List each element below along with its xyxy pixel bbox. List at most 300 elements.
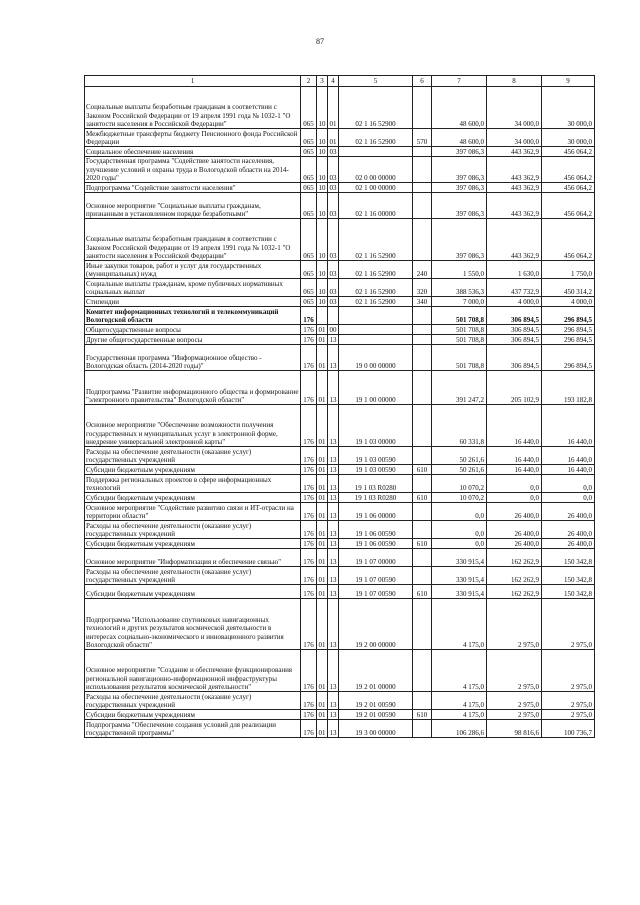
subsection-code-cell: 03 — [328, 193, 339, 219]
section-code-cell: 10 — [317, 279, 328, 297]
subsection-code-cell: 03 — [329, 147, 337, 156]
target-article-cell: 19 1 06 00000 — [339, 503, 413, 521]
amount-year3-cell: 16 440,0 — [542, 447, 595, 465]
subsection-code-cell: 13 — [329, 493, 337, 502]
amount-year1-cell: 50 261,6 — [432, 447, 487, 465]
table-row — [85, 183, 595, 193]
subsection-code-cell: 03 — [328, 157, 339, 183]
section-code-cell: 10 — [317, 261, 328, 279]
amount-year2-cell: 306 894,5 — [487, 307, 542, 325]
target-article-cell: 19 1 07 00000 — [339, 549, 413, 567]
admin-code-cell: 065 — [301, 297, 317, 307]
header-cell-1: 1 — [85, 76, 301, 87]
target-article-cell: 19 1 07 00590 — [339, 567, 413, 585]
item-name-cell: Подпрограмма "Содействие занятости населения" — [85, 183, 301, 193]
amount-year2-cell: 98 816,6 — [487, 720, 542, 738]
expense-type-cell: 570 — [413, 129, 432, 147]
subsection-code-cell: 13 — [328, 650, 339, 692]
amount-year3-cell: 26 400,0 — [542, 503, 595, 521]
expense-type-cell — [413, 183, 432, 193]
page-number: 87 — [316, 37, 324, 46]
amount-year2-cell: 1 630,0 — [487, 261, 542, 279]
subsection-code-cell: 01 — [328, 129, 339, 147]
subsection-code-cell: 13 — [328, 585, 339, 599]
amount-year1-cell: 397 086,3 — [432, 219, 487, 261]
amount-year1-cell: 1 550,0 — [432, 261, 487, 279]
admin-code-cell: 176 — [301, 585, 317, 599]
section-code-cell: 01 — [318, 335, 326, 344]
amount-year1-cell: 4 175,0 — [432, 710, 487, 720]
amount-year2-cell: 205 102,9 — [487, 371, 542, 405]
table-row — [85, 650, 595, 692]
target-article-cell: 19 1 03 00590 — [339, 447, 413, 465]
item-name-cell: Государственная программа "Содействие занятости населения, улучшение условий и охраны труда в Вологодской области на 2014-2020 годы" — [85, 157, 301, 183]
section-code-cell: 01 — [317, 599, 328, 650]
target-article-cell: 19 1 06 00590 — [339, 521, 413, 539]
amount-year2-cell: 34 000,0 — [487, 87, 542, 129]
subsection-code-cell: 13 — [329, 710, 337, 719]
item-name-cell: Подпрограмма "Использование спутниковых навигационных технологий и других результатов космической деятельности в интересах социально-экономического и инновационного развития Вологодской области" — [85, 599, 301, 650]
amount-year1-cell: 4 175,0 — [432, 692, 487, 710]
amount-year2-cell: 443 362,9 — [487, 183, 542, 193]
admin-code-cell: 176 — [301, 521, 317, 539]
section-code-cell: 01 — [317, 521, 328, 539]
admin-code-cell: 065 — [301, 147, 317, 157]
admin-code-cell: 065 — [301, 129, 317, 147]
admin-code-cell: 065 — [301, 183, 317, 193]
amount-year2-cell: 26 400,0 — [487, 521, 542, 539]
section-code-cell: 01 — [317, 650, 328, 692]
amount-year3-cell: 296 894,5 — [542, 307, 595, 325]
target-article-cell: 19 0 00 00000 — [339, 345, 413, 371]
section-code-cell: 01 — [318, 539, 326, 548]
section-code-cell: 10 — [318, 297, 326, 306]
amount-year2-cell: 26 400,0 — [487, 503, 542, 521]
item-name-cell: Подпрограмма "Развитие информационного общества и формирование "электронного правительства" Вологодской области" — [85, 371, 301, 405]
admin-code-cell: 065 — [301, 279, 317, 297]
table-row — [85, 193, 595, 219]
expense-type-cell — [413, 307, 432, 325]
expense-type-cell — [413, 219, 432, 261]
section-code-cell: 01 — [317, 447, 328, 465]
table-row — [85, 720, 595, 738]
amount-year3-cell: 0,0 — [542, 493, 595, 503]
header-row — [85, 76, 595, 87]
target-article-cell — [339, 147, 413, 157]
admin-code-cell: 176 — [301, 345, 317, 371]
target-article-cell: 02 1 16 52900 — [339, 297, 413, 307]
section-code-cell: 01 — [317, 549, 328, 567]
subsection-code-cell: 13 — [328, 447, 339, 465]
admin-code-cell: 176 — [301, 335, 317, 345]
expense-type-cell — [413, 147, 432, 157]
target-article-cell: 19 2 00 00000 — [339, 599, 413, 650]
amount-year1-cell: 397 086,3 — [432, 147, 487, 157]
target-article-cell: 02 1 00 00000 — [339, 183, 413, 193]
amount-year1-cell: 330 915,4 — [432, 567, 487, 585]
item-name-cell: Межбюджетные трансферты бюджету Пенсионного фонда Российской Федерации — [85, 129, 301, 147]
header-cell-3: 3 — [317, 76, 328, 87]
expense-type-cell — [413, 599, 432, 650]
amount-year2-cell: 443 362,9 — [487, 219, 542, 261]
table-row — [85, 157, 595, 183]
amount-year1-cell: 7 000,0 — [432, 297, 487, 307]
amount-year1-cell: 397 086,3 — [432, 157, 487, 183]
admin-code-cell: 065 — [301, 157, 317, 183]
item-name-cell: Субсидии бюджетным учреждениям — [85, 585, 301, 599]
table-row — [85, 279, 595, 297]
amount-year2-cell: 0,0 — [487, 475, 542, 493]
expense-type-cell — [413, 692, 432, 710]
amount-year2-cell: 443 362,9 — [487, 157, 542, 183]
item-name-cell: Государственная программа "Информационное общество - Вологодская область (2014-2020 годы)" — [85, 345, 301, 371]
amount-year2-cell: 162 262,9 — [487, 549, 542, 567]
table-row — [85, 475, 595, 493]
amount-year3-cell: 150 342,8 — [542, 585, 595, 599]
expense-type-cell: 610 — [413, 493, 432, 503]
target-article-cell: 02 1 16 52900 — [339, 87, 413, 129]
amount-year3-cell: 456 064,2 — [542, 157, 595, 183]
expense-type-cell — [413, 549, 432, 567]
item-name-cell: Иные закупки товаров, работ и услуг для государственных (муниципальных) нужд — [85, 261, 301, 279]
expense-type-cell — [413, 405, 432, 447]
amount-year2-cell: 16 440,0 — [487, 447, 542, 465]
target-article-cell: 19 1 03 00590 — [339, 465, 413, 475]
amount-year2-cell: 0,0 — [487, 493, 542, 503]
section-code-cell: 10 — [317, 129, 328, 147]
item-name-cell: Основное мероприятие "Создание и обеспечение функционирования региональной навигационно-информационной инфраструктуры использования результатов космической деятельности" — [85, 650, 301, 692]
amount-year1-cell: 60 331,8 — [432, 405, 487, 447]
budget-table — [84, 75, 595, 738]
table-row — [85, 521, 595, 539]
table-row — [85, 219, 595, 261]
subsection-code-cell: 13 — [328, 475, 339, 493]
expense-type-cell — [413, 87, 432, 129]
amount-year1-cell: 501 708,8 — [432, 345, 487, 371]
subsection-code-cell: 13 — [329, 335, 337, 344]
header-cell-7: 7 — [432, 76, 487, 87]
item-name-cell: Стипендии — [85, 297, 301, 307]
target-article-cell: 19 2 01 00000 — [339, 650, 413, 692]
amount-year3-cell: 456 064,2 — [542, 193, 595, 219]
target-article-cell: 02 1 16 52900 — [339, 129, 413, 147]
table-row — [85, 465, 595, 475]
admin-code-cell: 176 — [301, 493, 317, 503]
amount-year3-cell: 100 736,7 — [542, 720, 595, 738]
amount-year2-cell: 2 975,0 — [487, 599, 542, 650]
amount-year3-cell: 1 750,0 — [542, 261, 595, 279]
amount-year1-cell: 48 600,0 — [432, 87, 487, 129]
subsection-code-cell: 03 — [329, 183, 337, 192]
item-name-cell: Основное мероприятие "Социальные выплаты гражданам, признанным в установленном порядке безработными" — [85, 193, 301, 219]
target-article-cell: 02 1 16 52900 — [339, 261, 413, 279]
table-row — [85, 567, 595, 585]
target-article-cell: 19 1 00 00000 — [339, 371, 413, 405]
item-name-cell: Социальное обеспечение населения — [85, 147, 301, 157]
target-article-cell: 19 1 06 00590 — [339, 539, 413, 549]
amount-year1-cell: 50 261,6 — [432, 465, 487, 475]
section-code-cell: 01 — [317, 475, 328, 493]
expense-type-cell — [413, 447, 432, 465]
item-name-cell: Основное мероприятие "Информатизация и обеспечение связью" — [85, 549, 301, 567]
amount-year3-cell: 30 000,0 — [542, 87, 595, 129]
amount-year2-cell: 2 975,0 — [487, 692, 542, 710]
subsection-code-cell: 13 — [328, 549, 339, 567]
table-row — [85, 692, 595, 710]
amount-year2-cell: 306 894,5 — [487, 345, 542, 371]
table-row — [85, 599, 595, 650]
target-article-cell: 19 2 01 00590 — [339, 692, 413, 710]
amount-year3-cell: 450 314,2 — [542, 279, 595, 297]
expense-type-cell: 610 — [413, 539, 432, 549]
amount-year2-cell: 34 000,0 — [487, 129, 542, 147]
amount-year1-cell: 4 175,0 — [432, 650, 487, 692]
admin-code-cell: 176 — [301, 599, 317, 650]
subsection-code-cell: 03 — [328, 219, 339, 261]
target-article-cell: 02 1 16 52900 — [339, 279, 413, 297]
expense-type-cell: 240 — [413, 261, 432, 279]
amount-year3-cell: 16 440,0 — [542, 465, 595, 475]
table-row — [85, 549, 595, 567]
item-name-cell: Социальные выплаты безработным гражданам в соответствии с Законом Российской Федерации от 19 апреля 1991 года № 1032-1 "О занятости населения в Российской Федерации" — [85, 87, 301, 129]
expense-type-cell — [413, 650, 432, 692]
item-name-cell: Субсидии бюджетным учреждениям — [85, 710, 301, 720]
amount-year3-cell: 26 400,0 — [542, 539, 595, 549]
admin-code-cell: 176 — [301, 539, 317, 549]
amount-year2-cell: 2 975,0 — [487, 650, 542, 692]
subsection-code-cell: 13 — [328, 720, 339, 738]
subsection-code-cell: 13 — [328, 567, 339, 585]
amount-year2-cell: 4 000,0 — [487, 297, 542, 307]
item-name-cell: Социальные выплаты гражданам, кроме публичных нормативных социальных выплат — [85, 279, 301, 297]
expense-type-cell — [413, 345, 432, 371]
section-code-cell: 01 — [317, 585, 328, 599]
expense-type-cell — [413, 335, 432, 345]
expense-type-cell: 320 — [413, 279, 432, 297]
target-article-cell: 19 1 07 00590 — [339, 585, 413, 599]
admin-code-cell: 176 — [301, 465, 317, 475]
section-code-cell: 01 — [317, 405, 328, 447]
amount-year1-cell: 10 070,2 — [432, 493, 487, 503]
section-code-cell: 10 — [317, 157, 328, 183]
admin-code-cell: 176 — [301, 503, 317, 521]
table-row — [85, 710, 595, 720]
amount-year1-cell: 501 708,8 — [432, 335, 487, 345]
amount-year2-cell: 162 262,9 — [487, 567, 542, 585]
subsection-code-cell: 13 — [328, 405, 339, 447]
header-cell-6: 6 — [413, 76, 432, 87]
item-name-cell: Социальные выплаты безработным гражданам в соответствии с Законом Российской Федерации от 19 апреля 1991 года № 1032-1 "О занятости населения в Российской Федерации" — [85, 219, 301, 261]
expense-type-cell: 610 — [413, 585, 432, 599]
subsection-code-cell: 13 — [328, 521, 339, 539]
admin-code-cell: 176 — [301, 692, 317, 710]
table-body — [85, 76, 595, 738]
admin-code-cell: 176 — [301, 325, 317, 335]
subsection-code-cell: 13 — [328, 692, 339, 710]
expense-type-cell — [413, 475, 432, 493]
header-cell-5: 5 — [339, 76, 413, 87]
amount-year3-cell: 456 064,2 — [542, 219, 595, 261]
amount-year2-cell: 306 894,5 — [487, 335, 542, 345]
item-name-cell: Расходы на обеспечение деятельности (оказание услуг) государственных учреждений — [85, 521, 301, 539]
amount-year3-cell: 2 975,0 — [542, 650, 595, 692]
subsection-code-cell: 00 — [329, 325, 337, 334]
table-row — [85, 585, 595, 599]
expense-type-cell — [413, 567, 432, 585]
table-row — [85, 493, 595, 503]
amount-year1-cell: 391 247,2 — [432, 371, 487, 405]
header-cell-9: 9 — [542, 76, 595, 87]
amount-year1-cell: 10 070,2 — [432, 475, 487, 493]
section-code-cell: 01 — [318, 493, 326, 502]
item-name-cell: Поддержка региональных проектов в сфере информационных технологий — [85, 475, 301, 493]
amount-year3-cell: 456 064,2 — [542, 147, 595, 157]
amount-year3-cell: 296 894,5 — [542, 345, 595, 371]
admin-code-cell: 176 — [301, 475, 317, 493]
amount-year1-cell: 0,0 — [432, 539, 487, 549]
admin-code-cell: 176 — [301, 567, 317, 585]
admin-code-cell: 176 — [301, 447, 317, 465]
amount-year2-cell: 306 894,5 — [487, 325, 542, 335]
section-code-cell: 01 — [317, 345, 328, 371]
amount-year2-cell: 443 362,9 — [487, 193, 542, 219]
target-article-cell — [339, 307, 413, 325]
section-code-cell: 01 — [317, 503, 328, 521]
item-name-cell: Основное мероприятие "Обеспечение возможности получения государственных и муниципальных услуг в электронной форме, внедрение универсальной электронной карты" — [85, 405, 301, 447]
section-code-cell: 01 — [317, 371, 328, 405]
expense-type-cell: 610 — [413, 465, 432, 475]
section-code-cell: 10 — [318, 183, 326, 192]
item-name-cell: Комитет информационных технологий и телекоммуникаций Вологодской области — [85, 307, 301, 325]
header-cell-8: 8 — [487, 76, 542, 87]
section-code-cell: 01 — [317, 567, 328, 585]
amount-year3-cell: 296 894,5 — [542, 335, 595, 345]
amount-year2-cell: 26 400,0 — [487, 539, 542, 549]
amount-year1-cell: 48 600,0 — [432, 129, 487, 147]
expense-type-cell — [413, 193, 432, 219]
admin-code-cell: 176 — [301, 371, 317, 405]
amount-year3-cell: 4 000,0 — [542, 297, 595, 307]
subsection-code-cell: 03 — [328, 261, 339, 279]
amount-year3-cell: 150 342,8 — [542, 549, 595, 567]
subsection-code-cell: 13 — [329, 465, 337, 474]
table-row — [85, 129, 595, 147]
expense-type-cell — [413, 503, 432, 521]
table-row — [85, 503, 595, 521]
admin-code-cell: 065 — [301, 219, 317, 261]
header-cell-2: 2 — [301, 76, 317, 87]
section-code-cell — [317, 307, 328, 325]
amount-year1-cell: 4 175,0 — [432, 599, 487, 650]
section-code-cell: 10 — [317, 219, 328, 261]
amount-year2-cell: 443 362,9 — [487, 147, 542, 157]
amount-year1-cell: 397 086,3 — [432, 193, 487, 219]
admin-code-cell: 176 — [301, 307, 317, 325]
header-cell-4: 4 — [328, 76, 339, 87]
subsection-code-cell: 13 — [328, 503, 339, 521]
amount-year1-cell: 501 708,8 — [432, 307, 487, 325]
amount-year3-cell: 193 182,8 — [542, 371, 595, 405]
admin-code-cell: 176 — [301, 650, 317, 692]
amount-year3-cell: 16 440,0 — [542, 405, 595, 447]
amount-year2-cell: 16 440,0 — [487, 405, 542, 447]
section-code-cell: 01 — [318, 710, 326, 719]
table-row — [85, 345, 595, 371]
table-row — [85, 447, 595, 465]
target-article-cell — [339, 335, 413, 345]
target-article-cell: 02 0 00 00000 — [339, 157, 413, 183]
amount-year1-cell: 106 286,6 — [432, 720, 487, 738]
expense-type-cell — [413, 720, 432, 738]
admin-code-cell: 065 — [301, 261, 317, 279]
item-name-cell: Субсидии бюджетным учреждениям — [85, 539, 301, 549]
section-code-cell: 10 — [317, 193, 328, 219]
section-code-cell: 10 — [318, 147, 326, 156]
section-code-cell: 01 — [317, 720, 328, 738]
target-article-cell: 02 1 16 52900 — [339, 219, 413, 261]
target-article-cell: 19 1 03 R0280 — [339, 475, 413, 493]
admin-code-cell: 176 — [301, 720, 317, 738]
amount-year3-cell: 2 975,0 — [542, 692, 595, 710]
amount-year3-cell: 0,0 — [542, 475, 595, 493]
target-article-cell: 19 1 03 00000 — [339, 405, 413, 447]
subsection-code-cell: 13 — [328, 345, 339, 371]
amount-year1-cell: 0,0 — [432, 521, 487, 539]
admin-code-cell: 176 — [301, 549, 317, 567]
table-row — [85, 297, 595, 307]
table-row — [85, 307, 595, 325]
expense-type-cell — [413, 521, 432, 539]
table-row — [85, 147, 595, 157]
expense-type-cell — [413, 371, 432, 405]
item-name-cell: Общегосударственные вопросы — [85, 325, 301, 335]
item-name-cell: Субсидии бюджетным учреждениям — [85, 465, 301, 475]
expense-type-cell: 340 — [413, 297, 432, 307]
amount-year1-cell: 0,0 — [432, 503, 487, 521]
table-row — [85, 405, 595, 447]
item-name-cell: Расходы на обеспечение деятельности (оказание услуг) государственных учреждений — [85, 567, 301, 585]
amount-year3-cell: 296 894,5 — [542, 325, 595, 335]
amount-year3-cell: 150 342,8 — [542, 567, 595, 585]
subsection-code-cell: 03 — [329, 297, 337, 306]
amount-year3-cell: 26 400,0 — [542, 521, 595, 539]
amount-year3-cell: 2 975,0 — [542, 599, 595, 650]
expense-type-cell — [413, 157, 432, 183]
amount-year3-cell: 30 000,0 — [542, 129, 595, 147]
target-article-cell: 19 1 03 R0280 — [339, 493, 413, 503]
amount-year1-cell: 501 708,8 — [432, 325, 487, 335]
target-article-cell: 19 2 01 00590 — [339, 710, 413, 720]
expense-type-cell: 610 — [413, 710, 432, 720]
subsection-code-cell: 13 — [328, 599, 339, 650]
subsection-code-cell: 03 — [328, 279, 339, 297]
admin-code-cell: 065 — [301, 193, 317, 219]
admin-code-cell: 176 — [301, 405, 317, 447]
amount-year2-cell: 437 732,9 — [487, 279, 542, 297]
admin-code-cell: 065 — [301, 87, 317, 129]
item-name-cell: Расходы на обеспечение деятельности (оказание услуг) государственных учреждений — [85, 447, 301, 465]
table-row — [85, 325, 595, 335]
amount-year1-cell: 397 086,3 — [432, 183, 487, 193]
item-name-cell: Субсидии бюджетным учреждениям — [85, 493, 301, 503]
amount-year1-cell: 330 915,4 — [432, 549, 487, 567]
amount-year2-cell: 2 975,0 — [487, 710, 542, 720]
admin-code-cell: 176 — [301, 710, 317, 720]
subsection-code-cell: 13 — [329, 539, 337, 548]
section-code-cell: 10 — [317, 87, 328, 129]
table-row — [85, 261, 595, 279]
item-name-cell: Основное мероприятие "Содействие развитию связи и ИТ-отрасли на территории области" — [85, 503, 301, 521]
